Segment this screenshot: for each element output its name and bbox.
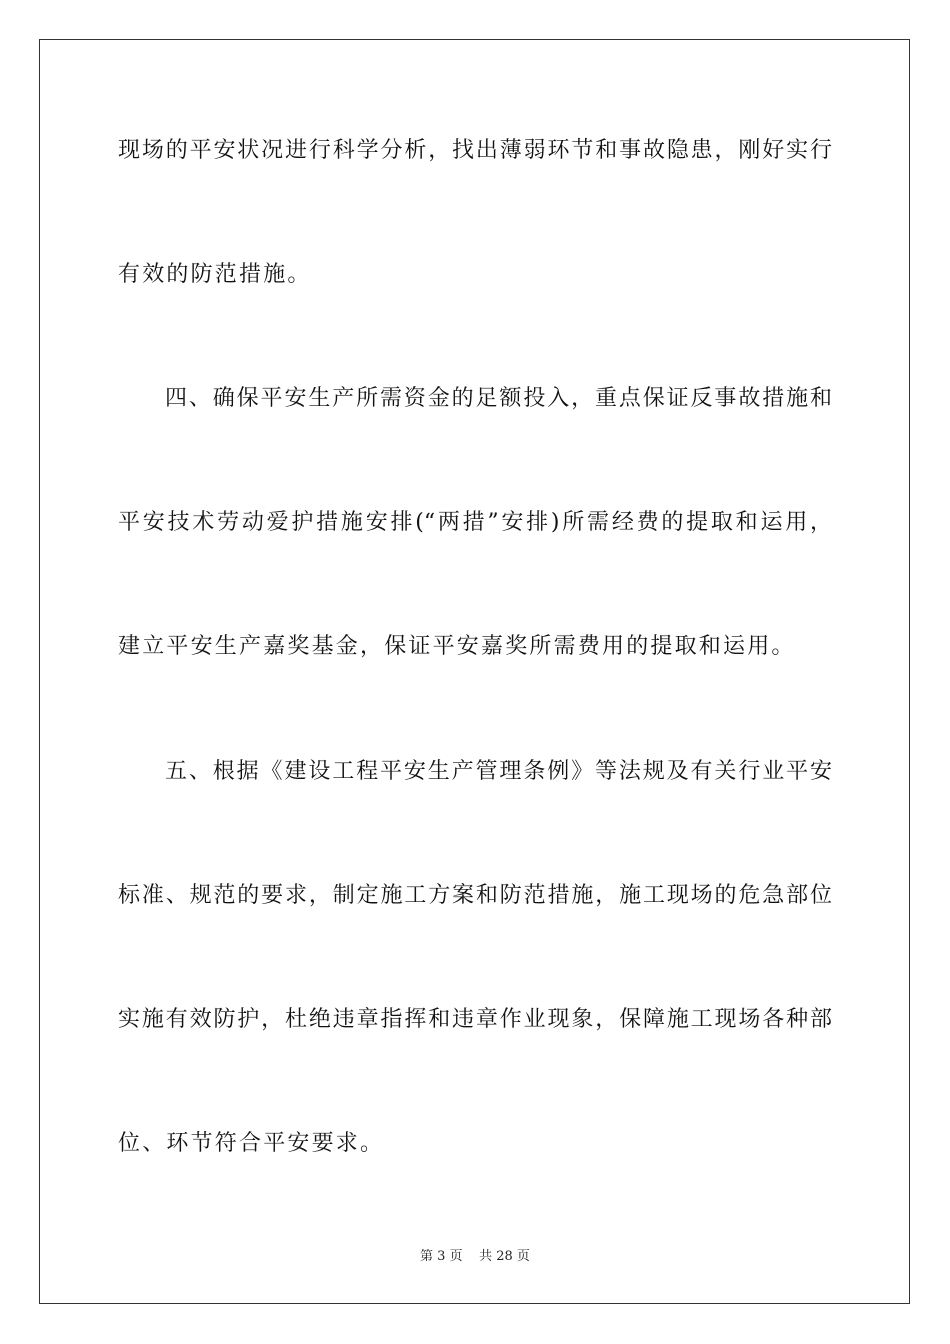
page-total: 共 28 页 — [479, 1249, 530, 1264]
paragraph-1-line-1: 现场的平安状况进行科学分析，找出薄弱环节和事故隐患，刚好实行 — [118, 138, 832, 163]
paragraph-1-line-2: 有效的防范措施。 — [118, 262, 312, 287]
page-frame — [39, 39, 910, 1304]
page-footer — [0, 1248, 950, 1266]
paragraph-3-line-2: 标准、规范的要求，制定施工方案和防范措施，施工现场的危急部位 — [118, 883, 832, 908]
paragraph-3-line-4: 位、环节符合平安要求。 — [118, 1131, 385, 1156]
paragraph-2-line-1: 四、确保平安生产所需资金的足额投入，重点保证反事故措施和 — [165, 386, 832, 411]
page-number: 第 3 页 — [420, 1249, 463, 1264]
paragraph-3-line-3: 实施有效防护，杜绝违章指挥和违章作业现象，保障施工现场各种部 — [118, 1007, 832, 1032]
paragraph-2-line-2: 平安技术劳动爱护措施安排(“两措”安排)所需经费的提取和运用， — [118, 510, 832, 535]
paragraph-2-line-3: 建立平安生产嘉奖基金，保证平安嘉奖所需费用的提取和运用。 — [118, 634, 796, 659]
paragraph-3-line-1: 五、根据《建设工程平安生产管理条例》等法规及有关行业平安 — [165, 759, 832, 784]
